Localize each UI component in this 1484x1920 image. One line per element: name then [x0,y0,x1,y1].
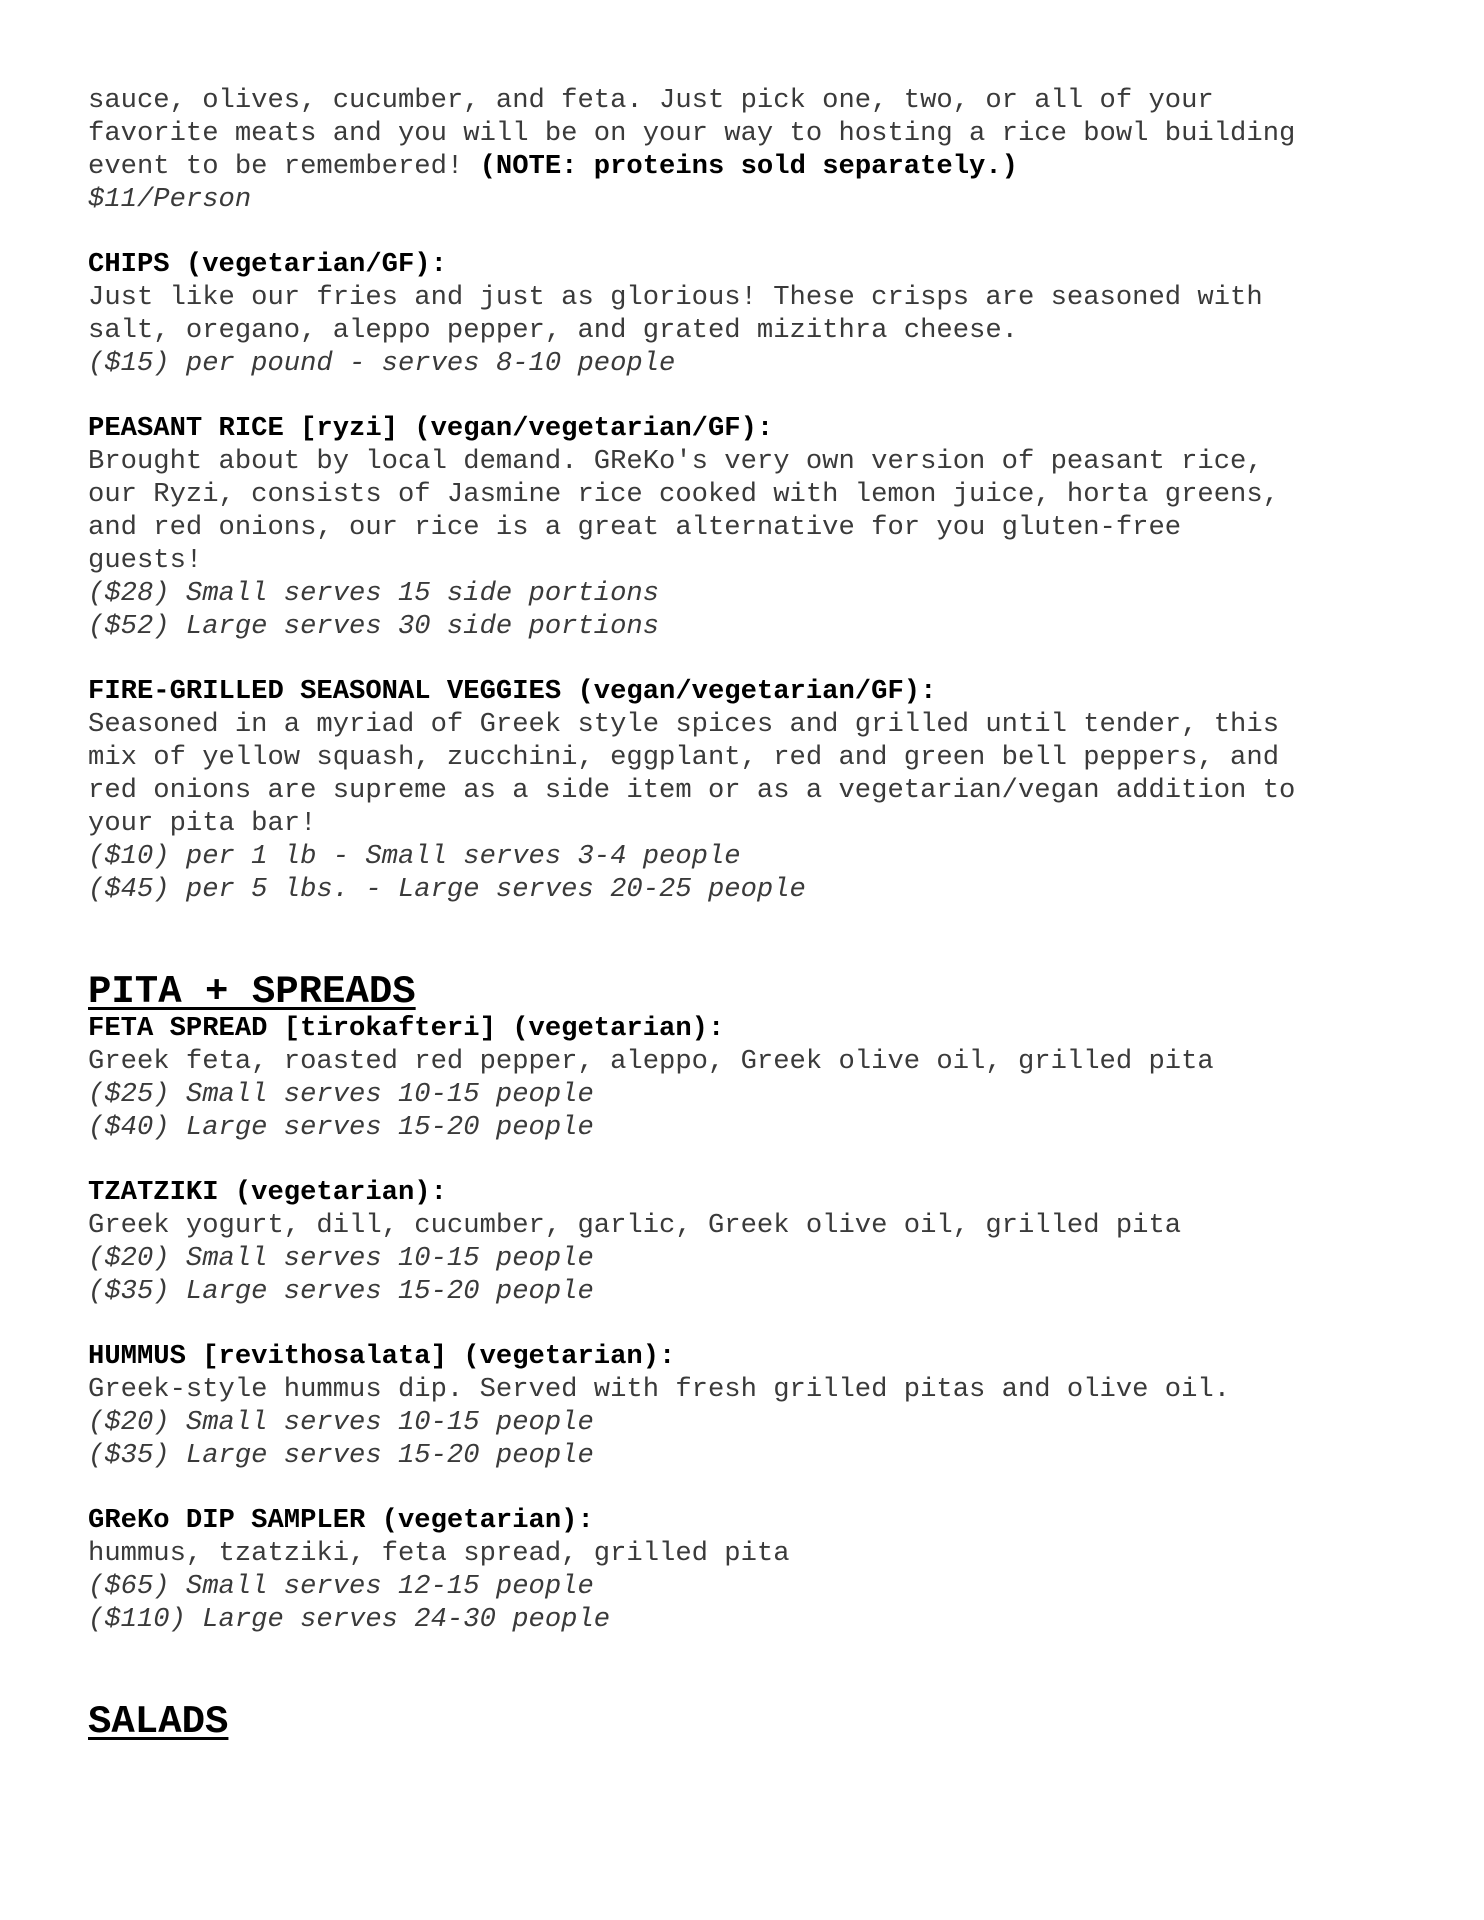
item-title: HUMMUS [revithosalata] (vegetarian): [88,1341,676,1372]
rice-bowl-price: $11/Person [88,184,252,215]
menu-item-tzatziki [88,1176,1428,1308]
description-line: guests! [88,545,203,576]
price-line: ($35) Large serves 15-20 people [88,1440,594,1471]
description-line: mix of yellow squash, zucchini, eggplant, red and green bell peppers, and [88,742,1280,773]
price-line: ($25) Small serves 10-15 people [88,1079,594,1110]
item-title: GReKo DIP SAMPLER (vegetarian): [88,1505,594,1536]
price-line: ($20) Small serves 10-15 people [88,1407,594,1438]
description-line: Greek-style hummus dip. Served with fresh grilled pitas and olive oil. [88,1374,1231,1405]
rice-bowl-description [88,84,1428,216]
description-line [88,150,1428,183]
menu-item-feta-spread [88,1012,1428,1144]
price-line: ($110) Large serves 24-30 people [88,1604,611,1635]
price-line: ($45) per 5 lbs. - Large serves 20-25 people [88,874,806,905]
description-line: Brought about by local demand. GReKo's very own version of peasant rice, [88,446,1263,477]
description-line: Seasoned in a myriad of Greek style spices and grilled until tender, this [88,709,1280,740]
section-heading: PITA + SPREADS [88,970,416,1014]
price-line: ($15) per pound - serves 8-10 people [88,348,676,379]
item-title: CHIPS (vegetarian/GF): [88,249,447,280]
description-line: Greek feta, roasted red pepper, aleppo, Greek olive oil, grilled pita [88,1046,1214,1077]
price-line: ($20) Small serves 10-15 people [88,1243,594,1274]
description-line: Just like our fries and just as glorious! These crisps are seasoned with [88,282,1263,313]
price-line: ($35) Large serves 15-20 people [88,1276,594,1307]
price-line: ($40) Large serves 15-20 people [88,1112,594,1143]
description-line: our Ryzi, consists of Jasmine rice cooked with lemon juice, horta greens, [88,479,1280,510]
item-title: TZATZIKI (vegetarian): [88,1177,447,1208]
price-line: ($28) Small serves 15 side portions [88,578,660,609]
description-line: salt, oregano, aleppo pepper, and grated mizithra cheese. [88,315,1018,346]
menu-item-chips [88,248,1428,380]
price-line: ($10) per 1 lb - Small serves 3-4 people [88,841,741,872]
description-line: hummus, tzatziki, feta spread, grilled pita [88,1538,790,1569]
proteins-note: (NOTE: proteins sold separately.) [479,151,1018,182]
price-line: ($65) Small serves 12-15 people [88,1571,594,1602]
description-line: your pita bar! [88,808,317,839]
description-text: event to be remembered! [88,151,480,182]
description-line: favorite meats and you will be on your way to hosting a rice bowl building [88,118,1296,149]
menu-item-grilled-veggies [88,675,1428,906]
menu-item-peasant-rice [88,412,1428,643]
section-pita-spreads [88,970,1428,1636]
description-line: sauce, olives, cucumber, and feta. Just pick one, two, or all of your [88,85,1214,116]
section-salads [88,1700,1428,1744]
price-line: ($52) Large serves 30 side portions [88,611,660,642]
menu-item-hummus [88,1340,1428,1472]
description-line: red onions are supreme as a side item or as a vegetarian/vegan addition to [88,775,1296,806]
description-line: Greek yogurt, dill, cucumber, garlic, Greek olive oil, grilled pita [88,1210,1182,1241]
description-line: and red onions, our rice is a great alternative for you gluten-free [88,512,1182,543]
item-title: FETA SPREAD [tirokafteri] (vegetarian): [88,1013,725,1044]
menu-page [88,84,1428,1742]
menu-item-dip-sampler [88,1504,1428,1636]
item-title: FIRE-GRILLED SEASONAL VEGGIES (vegan/vegetarian/GF): [88,676,937,707]
item-title: PEASANT RICE [ryzi] (vegan/vegetarian/GF): [88,413,774,444]
section-heading: SALADS [88,1700,229,1744]
